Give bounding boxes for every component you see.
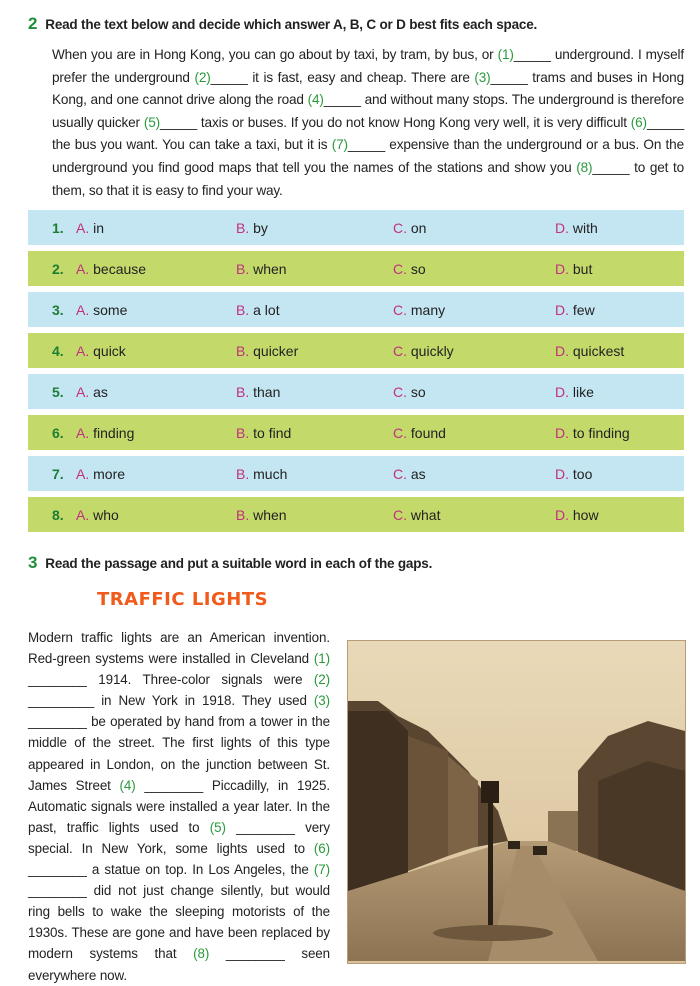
option-text: when <box>249 260 287 277</box>
option-letter: D. <box>555 424 569 441</box>
exercise-3-heading <box>28 553 432 573</box>
gap-blank[interactable]: _____ <box>347 137 385 153</box>
exercise-3-passage <box>28 627 330 986</box>
answer-option[interactable] <box>555 261 592 277</box>
option-letter: D. <box>555 260 569 277</box>
gap-blank[interactable]: _____ <box>646 114 684 130</box>
gap-number: (4) <box>119 777 136 793</box>
option-letter: B. <box>236 342 250 359</box>
option-text: few <box>569 301 595 318</box>
passage-text: and without many stops. The underground is therefore usually quicker <box>52 92 684 130</box>
option-letter: D. <box>555 465 569 482</box>
option-text: in <box>89 219 105 236</box>
question-row <box>28 210 684 245</box>
option-text: quickest <box>569 342 625 359</box>
option-text: than <box>249 383 281 400</box>
answer-option[interactable] <box>393 343 555 359</box>
option-text: many <box>407 301 446 318</box>
answer-option[interactable] <box>76 220 236 236</box>
passage-text: expensive than the underground or a bus. On the underground you find good maps that tell you the names of the stations and show you <box>52 137 684 175</box>
gap-number: (8) <box>576 159 593 175</box>
gap-blank[interactable]: _________ <box>28 693 102 709</box>
option-letter: B. <box>236 260 250 277</box>
passage-text: seen everywhere now. <box>28 946 330 983</box>
option-text: quickly <box>407 342 454 359</box>
option-text: found <box>407 424 446 441</box>
question-row <box>28 374 684 409</box>
answer-option[interactable] <box>236 343 393 359</box>
option-text: more <box>89 465 126 482</box>
option-text: how <box>569 506 599 523</box>
answer-option[interactable] <box>555 220 598 236</box>
option-text: who <box>89 506 119 523</box>
option-text: to find <box>249 424 292 441</box>
option-letter: C. <box>393 342 407 359</box>
question-number: 3. <box>52 301 64 318</box>
option-text: by <box>249 219 268 236</box>
option-letter: A. <box>76 424 90 441</box>
option-text: so <box>407 383 426 400</box>
option-text: with <box>569 219 598 236</box>
option-letter: D. <box>555 219 569 236</box>
gap-blank[interactable]: ________ <box>209 946 302 962</box>
gap-blank[interactable]: _____ <box>513 47 551 62</box>
answer-option[interactable] <box>393 302 555 318</box>
option-text: finding <box>89 424 135 441</box>
answer-option[interactable] <box>76 466 236 482</box>
option-letter: D. <box>555 342 569 359</box>
exercise-number: 3 <box>28 553 38 572</box>
gap-blank[interactable]: _____ <box>592 159 630 175</box>
option-text: quicker <box>249 342 299 359</box>
option-letter: C. <box>393 383 407 400</box>
passage-text: in New York in 1918. They used <box>101 693 314 709</box>
option-text: like <box>569 383 594 400</box>
option-text: on <box>407 219 427 236</box>
option-text: some <box>89 301 128 318</box>
gap-number: (8) <box>193 946 210 962</box>
passage-text: underground. I myself prefer the underground <box>52 47 684 85</box>
option-text: but <box>569 260 593 277</box>
gap-blank[interactable]: _____ <box>159 114 198 130</box>
question-number: 1. <box>52 219 64 236</box>
option-letter: A. <box>76 506 90 523</box>
question-number: 8. <box>52 506 64 523</box>
answer-option[interactable] <box>236 466 393 482</box>
gap-number: (6) <box>313 840 330 856</box>
gap-number: (3) <box>474 69 491 85</box>
answer-option[interactable] <box>236 384 393 400</box>
answer-option[interactable] <box>236 507 393 523</box>
exercise-instruction: Read the text below and decide which answer A, B, C or D best fits each space. <box>45 17 538 32</box>
passage-text: taxis or buses. If you do not know Hong Kong very well, it is very difficult <box>197 114 631 130</box>
option-letter: B. <box>236 219 250 236</box>
answer-option[interactable] <box>393 466 555 482</box>
answer-option[interactable] <box>76 425 236 441</box>
question-row <box>28 292 684 327</box>
option-text: a lot <box>249 301 280 318</box>
answer-option[interactable] <box>76 343 236 359</box>
gap-number: (1) <box>313 651 330 667</box>
gap-number: (6) <box>630 114 647 130</box>
answer-option[interactable] <box>76 261 236 277</box>
option-letter: C. <box>393 506 407 523</box>
passage-text: Modern traffic lights are an American invention. Red-green systems were installed in Cleveland <box>28 630 330 667</box>
passage-text: a statue on top. In Los Angeles, the <box>91 862 314 878</box>
gap-blank[interactable]: _____ <box>323 92 361 108</box>
question-number: 7. <box>52 465 64 482</box>
answer-option[interactable] <box>555 302 595 318</box>
question-number: 2. <box>52 260 64 277</box>
option-letter: B. <box>236 301 250 318</box>
answer-option[interactable] <box>555 507 599 523</box>
gap-number: (2) <box>313 672 330 688</box>
option-letter: A. <box>76 465 90 482</box>
gap-number: (5) <box>209 819 226 835</box>
gap-number: (1) <box>497 47 514 62</box>
answer-option[interactable] <box>236 302 393 318</box>
exercise-instruction: Read the passage and put a suitable word in each of the gaps. <box>45 556 433 571</box>
answer-option[interactable] <box>393 425 555 441</box>
passage-text: very special. In New York, some lights used to <box>28 819 330 856</box>
passage-title: TRAFFIC LIGHTS <box>97 589 269 610</box>
gap-blank[interactable]: ________ <box>28 883 94 899</box>
option-text: as <box>89 383 108 400</box>
question-row <box>28 456 684 491</box>
option-text: so <box>407 260 426 277</box>
option-letter: A. <box>76 219 90 236</box>
option-letter: D. <box>555 383 569 400</box>
option-text: what <box>407 506 441 523</box>
gap-blank[interactable]: ________ <box>28 714 92 730</box>
option-letter: C. <box>393 424 407 441</box>
answer-option[interactable] <box>76 507 236 523</box>
option-letter: B. <box>236 506 250 523</box>
gap-number: (2) <box>194 69 211 85</box>
option-text: much <box>249 465 288 482</box>
gap-blank[interactable]: ________ <box>28 672 99 688</box>
passage-text: When you are in Hong Kong, you can go about by taxi, by tram, by bus, or <box>52 47 498 62</box>
option-letter: A. <box>76 301 90 318</box>
gap-blank[interactable]: _____ <box>490 69 528 85</box>
answer-option[interactable] <box>555 466 592 482</box>
answer-option[interactable] <box>76 302 236 318</box>
gap-number: (3) <box>313 693 330 709</box>
option-letter: D. <box>555 506 569 523</box>
exercise-number: 2 <box>28 14 38 33</box>
option-text: too <box>569 465 593 482</box>
question-number: 5. <box>52 383 64 400</box>
passage-text: Piccadilly, in 1925. Automatic signals were installed a year later. In the past, traffic lights used to <box>28 777 330 835</box>
answer-option[interactable] <box>555 384 594 400</box>
question-number: 6. <box>52 424 64 441</box>
passage-text: it is fast, easy and cheap. There are <box>247 69 475 85</box>
answer-option[interactable] <box>393 507 555 523</box>
option-letter: D. <box>555 301 569 318</box>
gap-number: (4) <box>307 92 324 108</box>
answer-option[interactable] <box>393 220 555 236</box>
option-letter: B. <box>236 424 250 441</box>
option-letter: C. <box>393 260 407 277</box>
option-text: when <box>249 506 287 523</box>
option-text: quick <box>89 342 126 359</box>
exercise-2-heading <box>28 14 537 34</box>
option-text: to finding <box>569 424 630 441</box>
option-letter: B. <box>236 465 250 482</box>
answer-option[interactable] <box>236 261 393 277</box>
answer-option[interactable] <box>236 425 393 441</box>
passage-text: 1914. Three-color signals were <box>98 672 314 688</box>
option-letter: C. <box>393 219 407 236</box>
question-row <box>28 251 684 286</box>
gap-number: (7) <box>313 862 330 878</box>
option-text: as <box>407 465 426 482</box>
passage-text: be operated by hand from a tower in the middle of the street. The first lights of this type appeared in London, on the junction between St. James Street <box>28 714 331 793</box>
option-letter: C. <box>393 301 407 318</box>
exercise-2-passage <box>52 44 684 202</box>
gap-blank[interactable]: ________ <box>135 777 212 793</box>
passage-text: to get to them, so that it is easy to find your way. <box>52 159 685 198</box>
option-letter: B. <box>236 383 250 400</box>
option-text: because <box>89 260 147 277</box>
gap-blank[interactable]: ________ <box>28 862 92 878</box>
passage-text: did not just change silently, but would ring bells to wake the sleeping motorists of the 1930s. These are gone and have been replaced by modern systems that <box>28 883 330 962</box>
answer-options-table <box>28 210 684 538</box>
answer-option[interactable] <box>393 261 555 277</box>
answer-option[interactable] <box>393 384 555 400</box>
passage-text: trams and buses in Hong Kong, and one cannot drive along the road <box>52 69 684 108</box>
option-letter: A. <box>76 383 90 400</box>
gap-blank[interactable]: _____ <box>210 69 248 85</box>
answer-option[interactable] <box>76 384 236 400</box>
passage-text: the bus you want. You can take a taxi, but it is <box>52 137 332 153</box>
question-row <box>28 497 684 532</box>
answer-option[interactable] <box>555 343 624 359</box>
option-letter: C. <box>393 465 407 482</box>
answer-option[interactable] <box>236 220 393 236</box>
question-row <box>28 415 684 450</box>
answer-option[interactable] <box>555 425 630 441</box>
street-photo <box>347 640 686 964</box>
question-number: 4. <box>52 342 64 359</box>
gap-blank[interactable]: ________ <box>225 819 306 835</box>
question-row <box>28 333 684 368</box>
option-letter: A. <box>76 260 90 277</box>
gap-number: (7) <box>331 137 348 153</box>
option-letter: A. <box>76 342 90 359</box>
gap-number: (5) <box>143 114 160 130</box>
